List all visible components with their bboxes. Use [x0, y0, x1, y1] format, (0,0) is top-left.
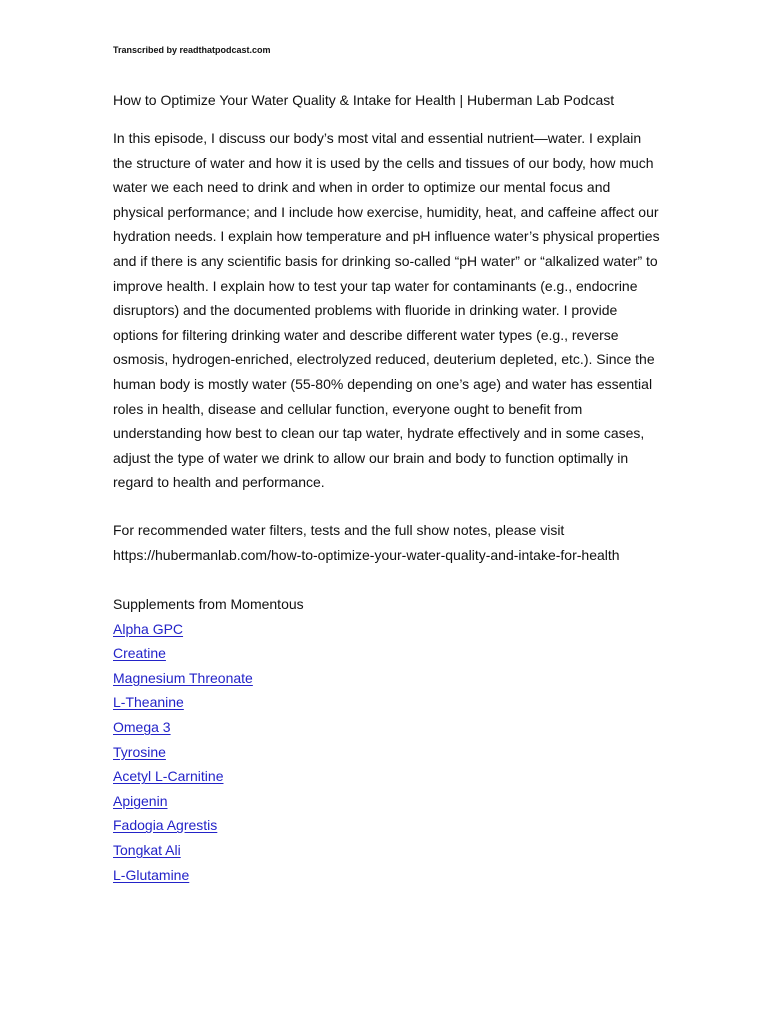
description-line: hydration needs. I explain how temperature and pH influence water’s physical properties — [113, 228, 660, 245]
show-notes-url: https://hubermanlab.com/how-to-optimize-your-water-quality-and-intake-for-health — [113, 546, 620, 563]
list-item — [113, 617, 513, 642]
list-item — [113, 641, 513, 666]
list-item — [113, 838, 513, 863]
show-notes-paragraph — [113, 518, 673, 567]
description-line: regard to health and performance. — [113, 474, 325, 491]
supplement-link-omega-3[interactable]: Omega 3 — [113, 718, 171, 735]
list-item — [113, 863, 513, 888]
supplement-link-tongkat-ali[interactable]: Tongkat Ali — [113, 841, 181, 858]
supplements-section — [113, 592, 513, 887]
supplements-list — [113, 617, 513, 888]
list-item — [113, 715, 513, 740]
supplement-link-magnesium-threonate[interactable]: Magnesium Threonate — [113, 669, 253, 686]
description-line: the structure of water and how it is used by the cells and tissues of our body, how much — [113, 154, 654, 171]
description-line: disruptors) and the documented problems with fluoride in drinking water. I provide — [113, 302, 618, 319]
supplement-link-alpha-gpc[interactable]: Alpha GPC — [113, 620, 184, 637]
list-item — [113, 690, 513, 715]
description-line: options for filtering drinking water and describe different water types (e.g., reverse — [113, 326, 619, 343]
description-line: human body is mostly water (55-80% depending on one’s age) and water has essential — [113, 375, 653, 392]
list-item — [113, 764, 513, 789]
description-line: improve health. I explain how to test your tap water for contaminants (e.g., endocrine — [113, 277, 638, 294]
supplement-link-l-glutamine[interactable]: L-Glutamine — [113, 866, 190, 883]
supplements-heading: Supplements from Momentous — [113, 596, 304, 612]
list-item — [113, 813, 513, 838]
document-title: How to Optimize Your Water Quality & Intake for Health | Huberman Lab Podcast — [113, 92, 615, 108]
description-line: roles in health, disease and cellular function, everyone ought to benefit from — [113, 400, 583, 417]
description-line: physical performance; and I include how exercise, humidity, heat, and caffeine affect our — [113, 203, 659, 220]
list-item — [113, 666, 513, 691]
supplement-link-acetyl-l-carnitine[interactable]: Acetyl L-Carnitine — [113, 768, 224, 785]
supplement-link-apigenin[interactable]: Apigenin — [113, 792, 168, 809]
description-line: water we each need to drink and when in order to optimize our mental focus and — [113, 179, 611, 196]
description-line: understanding how best to clean our tap water, hydrate effectively and in some cases, — [113, 425, 645, 442]
description-line: and if there is any scientific basis for drinking so-called “pH water” or “alkalized water” to — [113, 252, 658, 269]
supplement-link-tyrosine[interactable]: Tyrosine — [113, 743, 166, 760]
list-item — [113, 740, 513, 765]
supplement-link-fadogia-agrestis[interactable]: Fadogia Agrestis — [113, 817, 218, 834]
transcription-credit: Transcribed by readthatpodcast.com — [113, 45, 271, 55]
supplement-link-creatine[interactable]: Creatine — [113, 645, 166, 662]
description-line: osmosis, hydrogen-enriched, electrolyzed reduced, deuterium depleted, etc.). Since the — [113, 351, 655, 368]
description-line: adjust the type of water we drink to allow our brain and body to function optimally in — [113, 449, 629, 466]
episode-description — [113, 126, 661, 495]
supplement-link-l-theanine[interactable]: L-Theanine — [113, 694, 184, 711]
description-line: In this episode, I discuss our body’s most vital and essential nutrient—water. I explain — [113, 130, 642, 146]
list-item — [113, 789, 513, 814]
show-notes-text: For recommended water filters, tests and the full show notes, please visit — [113, 522, 565, 538]
